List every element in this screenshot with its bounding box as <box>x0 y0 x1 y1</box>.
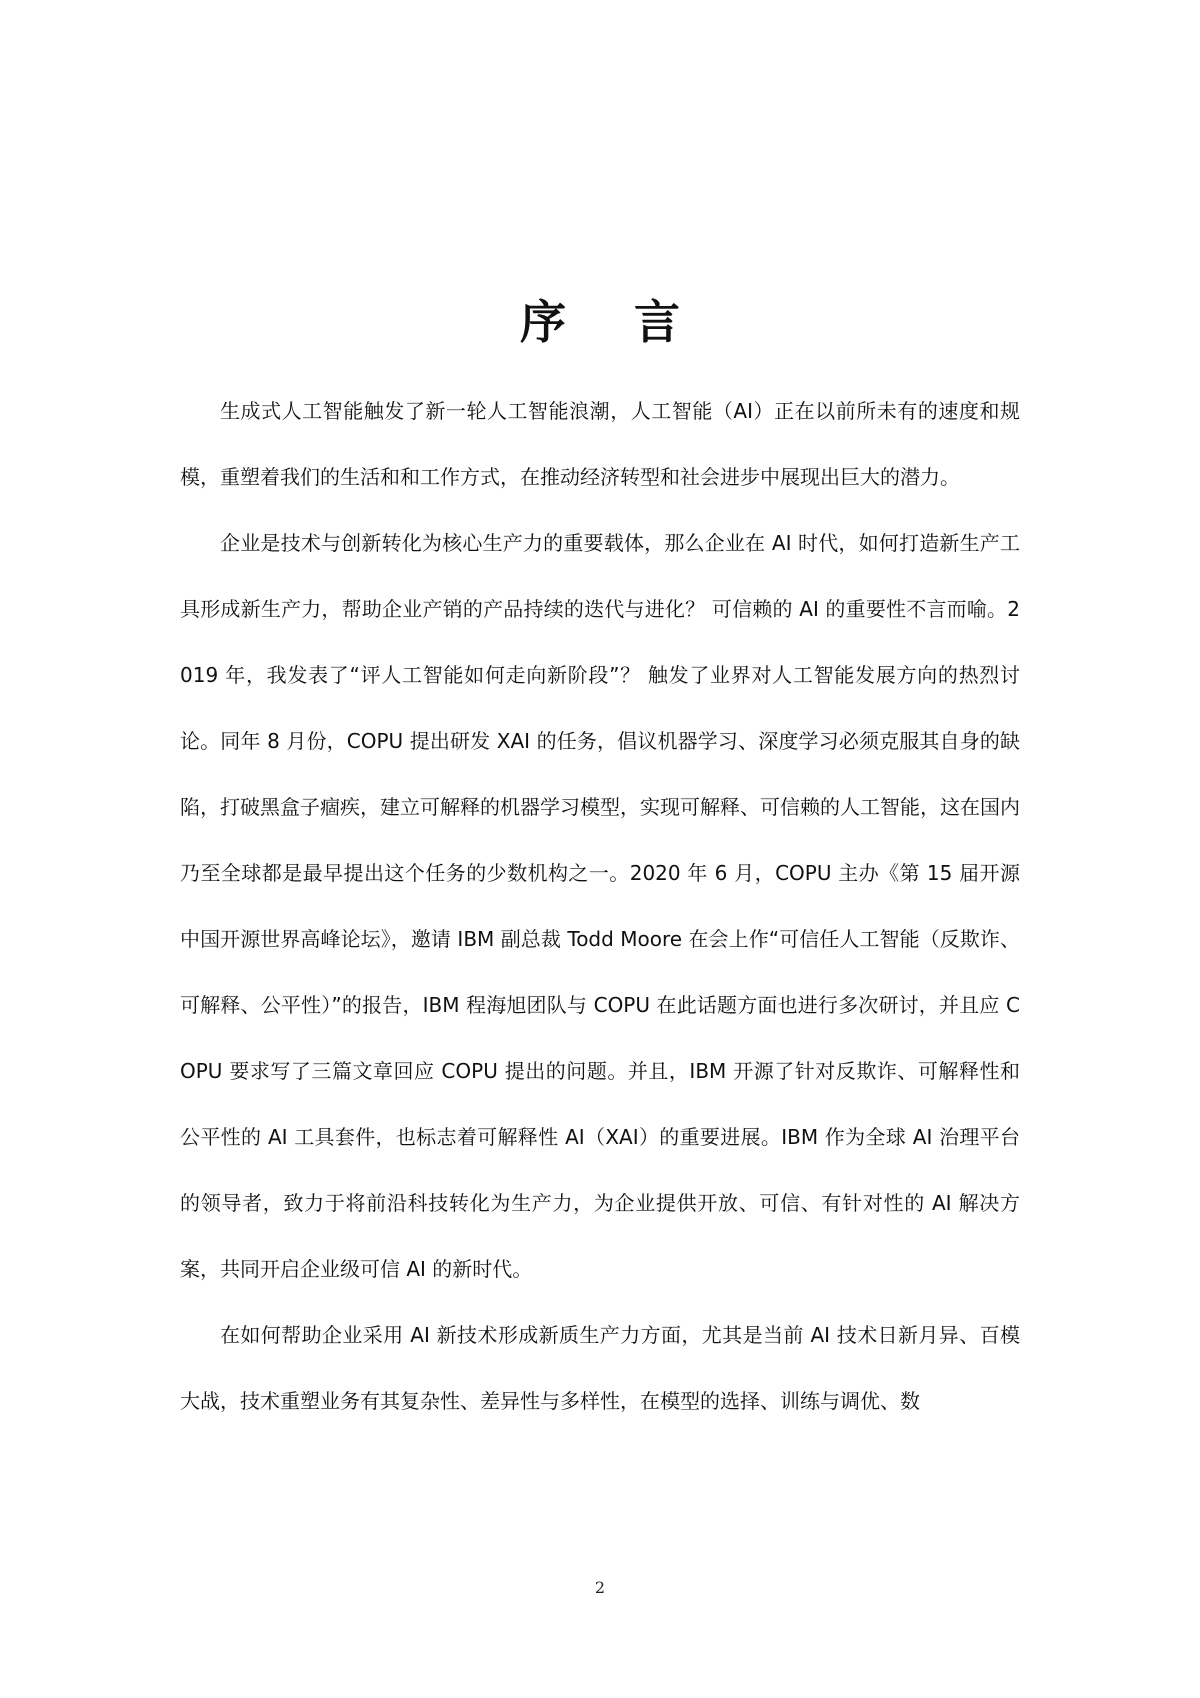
body-text <box>180 378 1020 1434</box>
paragraph-2: 企业是技术与创新转化为核心生产力的重要载体，那么企业在 AI 时代，如何打造新生产工具形成新生产力，帮助企业产销的产品持续的迭代与进化？ 可信赖的 AI 的重要性不言而喻。2019 年，我发表了“评人工智能如何走向新阶段”？ 触发了业界对人工智能发展方向的热烈讨论。同年 8 月份，COPU 提出研发 XAI 的任务，倡议机器学习、深度学习必须克服其自身的缺陷，打破黑盒子痼疾，建立可解释的机器学习模型，实现可解释、可信赖的人工智能，这在国内乃至全球都是最早提出这个任务的少数机构之一。2020 年 6 月，COPU 主办《第 15 届开源中国开源世界高峰论坛》，邀请 IBM 副总裁 Todd Moore 在会上作“可信任人工智能（反欺诈、可解释、公平性）”的报告，IBM 程海旭团队与 COPU 在此话题方面也进行多次研讨，并且应 COPU 要求写了三篇文章回应 COPU 提出的问题。并且，IBM 开源了针对反欺诈、可解释性和公平性的 AI 工具套件，也标志着可解释性 AI（XAI）的重要进展。IBM 作为全球 AI 治理平台的领导者，致力于将前沿科技转化为生产力，为企业提供开放、可信、有针对性的 AI 解决方案，共同开启企业级可信 AI 的新时代。 <box>180 531 1020 1281</box>
paragraph-3: 在如何帮助企业采用 AI 新技术形成新质生产力方面，尤其是当前 AI 技术日新月异、百模大战，技术重塑业务有其复杂性、差异性与多样性，在模型的选择、训练与调优、数 <box>180 1323 1020 1413</box>
paragraph-1: 生成式人工智能触发了新一轮人工智能浪潮，人工智能（AI）正在以前所未有的速度和规模，重塑着我们的生活和和工作方式，在推动经济转型和社会进步中展现出巨大的潜力。 <box>180 399 1020 489</box>
page-number: 2 <box>594 1578 606 1597</box>
page-title: 序 言 <box>519 295 706 349</box>
